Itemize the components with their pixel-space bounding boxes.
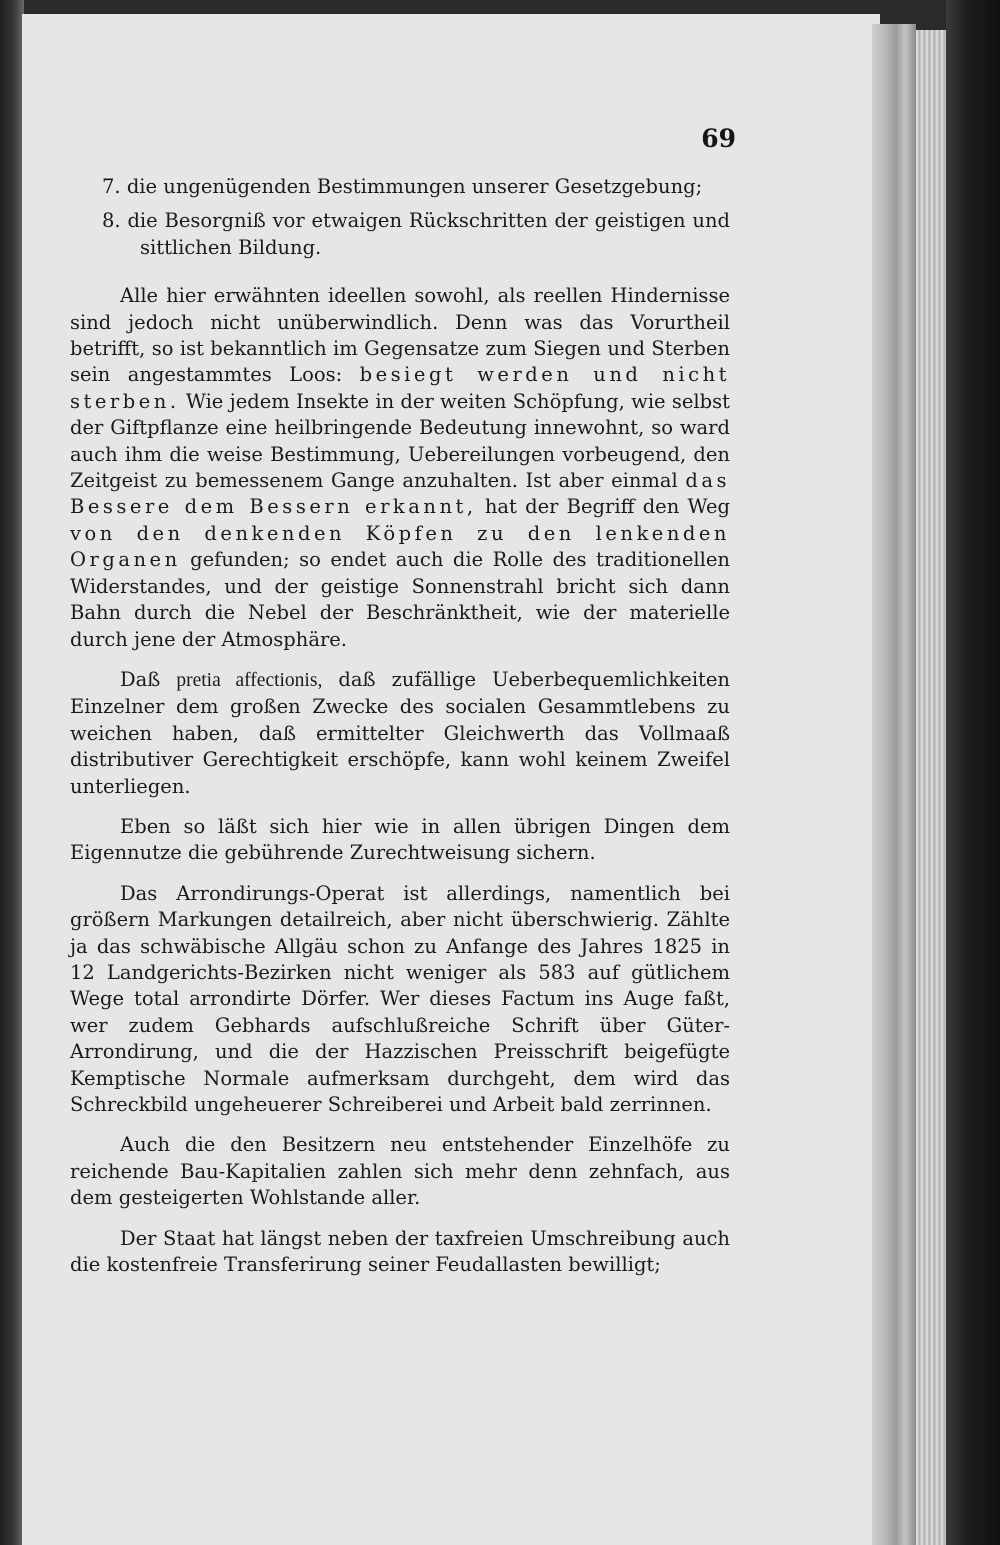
paragraph-arrondirung: Das Arrondirungs-Operat ist allerdings, namentlich bei größern Markungen detailreich, aber nicht überschwierig. Zählte ja das schwäbische Allgäu schon zu Anfange des Jahres 1825 in 12 Landgerichts-Bezirken nicht weniger als 583 auf gütlichem Wege total arrondirte Dörfer. Wer dieses Factum ins Auge faßt, wer zudem Gebhards aufschlußreiche Schrift über Güter-Arrondirung, und die der Hazzischen Preisschrift beigefügte Kemptische Normale aufmerksam durchgeht, dem wird das Schreckbild ungeheuerer Schreiberei und Arbeit bald zerrinnen. [70,881,730,1116]
scan-edge-right [946,0,1000,1545]
text-run: Alle hier erwähnten ideellen sowohl, als reellen Hindernisse sind jedoch nicht unüberwindlich. Denn was das Vorurtheil betrifft, so ist bekanntlich im Gegensatze zum Siegen und Sterben sein angestammtes Loos: [70,284,730,387]
list-item-number: 7. [102,175,121,198]
paragraph-eigennutz: Eben so läßt sich hier wie in allen übrigen Dingen dem Eigennutze die gebührende Zurechtweisung sichern. [70,814,730,865]
scan-edge-left [0,0,24,1545]
list-item [70,174,730,200]
spaced-emphasis: besiegt werden und nicht sterben. [70,363,730,413]
list-item-text: die Besorgniß vor etwaigen Rückschritten der geistigen und sittlichen Bildung. [127,209,731,259]
spaced-emphasis: von den denkenden Köpfen zu den lenkenden Organen [70,521,730,572]
text-run: Wie jedem Insekte in der weiten Schöpfung, wie selbst der Giftpflanze eine heilbringende Bedeutung innewohnt, so ward auch ihm die weise Bestimmung, Uebereilungen vorbeugend, den Zeitgeist zu bemessenem Gange anzuhalten. Ist aber einmal [70,389,730,493]
page-gutter-shadow [872,24,916,1545]
paragraph-einzelhoefe: Auch die den Besitzern neu entstehender Einzelhöfe zu reichende Bau-Kapitalien zahlen sich mehr denn zehnfach, aus dem gesteigerten Wohlstande aller. [70,1133,730,1210]
page-text [70,174,730,1292]
page-stack-edge [916,30,946,1545]
paragraph-staat: Der Staat hat längst neben der taxfreien Umschreibung auch die kostenfreie Transferirung seiner Feudallasten bewilligt; [70,1226,730,1277]
paragraph-obstacles [70,283,730,653]
list-item [70,208,730,261]
page-number: 69 [701,124,736,153]
latin-term: pretia affectionis, [176,669,323,691]
spaced-emphasis: das Bessere dem Bessern erkannt, [70,469,730,519]
text-run: hat der Begriff den Weg [476,495,730,519]
paragraph-pretia [70,667,730,800]
list-item-text: die ungenügenden Bestimmungen unserer Gesetzgebung; [126,175,703,198]
text-run: daß zufällige Ueberbequemlichkeiten Einzelner dem großen Zwecke des socialen Gesammtlebens zu weichen haben, daß ermittelter Gleichwerth das Vollmaaß distributiver Gerechtigkeit erschöpfe, kann wohl keinem Zweifel unterliegen. [70,667,730,798]
text-run: Daß [120,667,177,691]
text-run: gefunden; so endet auch die Rolle des traditionellen Widerstandes, und der geistige Sonnenstrahl bricht sich dann Bahn durch die Nebel der Beschränktheit, wie der materielle durch jene der Atmosphäre. [70,548,730,651]
list-item-number: 8. [102,209,121,233]
